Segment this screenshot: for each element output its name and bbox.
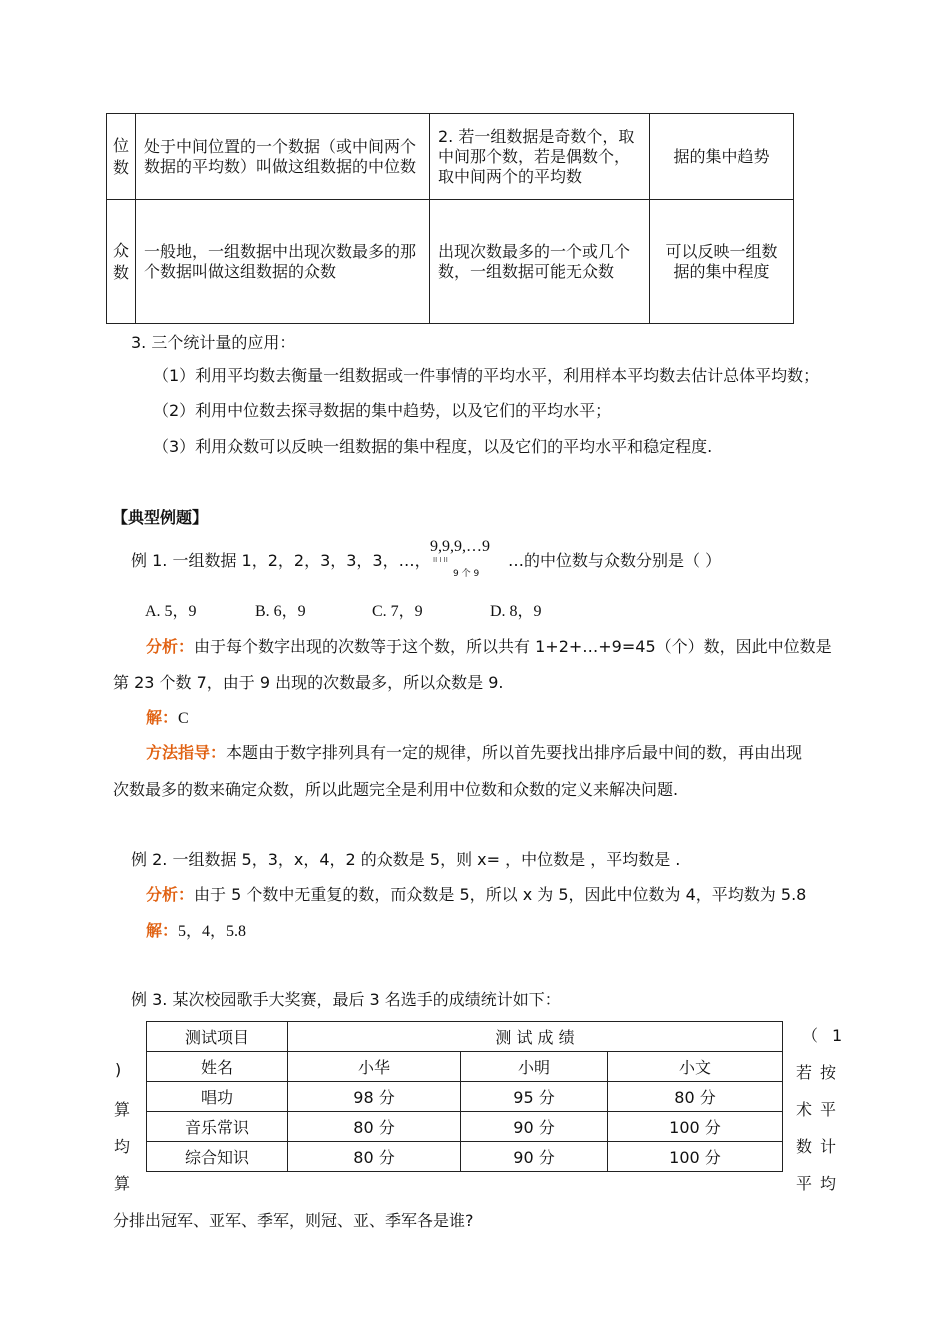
wrap-left-3: 均 — [114, 1137, 131, 1156]
score-cell: 80 分 — [288, 1112, 461, 1142]
term-cell: 众数 — [107, 200, 136, 324]
score-cell: 95 分 — [461, 1082, 608, 1112]
option-c: C. 7，9 — [372, 603, 423, 620]
brace-glyphs: ⅠⅠ Ⅰ ⅠⅠ — [433, 556, 448, 564]
wrap-left-2: 算 — [114, 1100, 131, 1119]
header-item: 测试项目 — [147, 1022, 288, 1052]
analysis-text: 由于 5 个数中无重复的数，而众数是 5，所以 x 为 5，因此中位数为 4，平均数为 5.8 — [194, 885, 807, 904]
applications-heading: 3. 三个统计量的应用： — [131, 333, 296, 352]
header-scores: 测 试 成 绩 — [288, 1022, 783, 1052]
answer-label: 解： — [146, 921, 179, 940]
score-cell: 90 分 — [461, 1112, 608, 1142]
table-row — [147, 1112, 783, 1142]
application-item: （2）利用中位数去探寻数据的集中趋势，以及它们的平均水平； — [153, 401, 612, 420]
method-cell: 2. 若一组数据是奇数个，取中间那个数，若是偶数个，取中间两个的平均数 — [430, 114, 650, 200]
score-table — [146, 1021, 783, 1172]
example3-question: 例 3. 某次校园歌手大奖赛，最后 3 名选手的成绩统计如下： — [131, 990, 561, 1009]
option-d: D. 8，9 — [490, 603, 542, 620]
table-row — [147, 1142, 783, 1172]
brace-count: 9 个 9 — [453, 569, 480, 579]
wrap-right-5: 平均 — [796, 1174, 845, 1193]
score-cell: 80 分 — [288, 1142, 461, 1172]
wrap-right-2: 若按 — [796, 1063, 845, 1082]
application-item: （1）利用平均数去衡量一组数据或一件事情的平均水平，利用样本平均数去估计总体平均数； — [153, 366, 820, 385]
brace-top: 9,9,9,…9 — [430, 538, 490, 555]
test-item: 音乐常识 — [147, 1112, 288, 1142]
option-b: B. 6，9 — [255, 603, 306, 620]
table-row — [107, 200, 794, 324]
method-text: 次数最多的数来确定众数，所以此题完全是利用中位数和众数的定义来解决问题. — [113, 780, 679, 799]
table-row — [107, 114, 794, 200]
test-item: 综合知识 — [147, 1142, 288, 1172]
term-cell: 位数 — [107, 114, 136, 200]
analysis-label: 分析： — [146, 885, 195, 904]
contestant-name: 小文 — [608, 1052, 783, 1082]
table-row — [147, 1052, 783, 1082]
score-cell: 80 分 — [608, 1082, 783, 1112]
score-cell: 100 分 — [608, 1112, 783, 1142]
wrap-right-1: （1 — [802, 1026, 857, 1045]
contestant-name: 小明 — [461, 1052, 608, 1082]
score-cell: 90 分 — [461, 1142, 608, 1172]
example1-suffix: …的中位数与众数分别是（ ） — [508, 551, 722, 570]
method-cell: 出现次数最多的一个或几个数，一组数据可能无众数 — [430, 200, 650, 324]
definition-cell: 一般地，一组数据中出现次数最多的那个数据叫做这组数据的众数 — [136, 200, 430, 324]
definition-cell: 处于中间位置的一个数据（或中间两个数据的平均数）叫做这组数据的中位数 — [136, 114, 430, 200]
section-title: 【典型例题】 — [112, 508, 209, 527]
test-item: 唱功 — [147, 1082, 288, 1112]
role-cell: 据的集中趋势 — [650, 114, 794, 200]
answer-label: 解： — [146, 708, 179, 727]
example3-final-line: 分排出冠军、亚军、季军，则冠、亚、季军各是谁? — [113, 1211, 474, 1230]
analysis-text: 由于每个数字出现的次数等于这个数，所以共有 1+2+…+9=45（个）数，因此中位数是 — [194, 637, 832, 656]
contestant-name: 小华 — [288, 1052, 461, 1082]
wrap-right-4: 数计 — [796, 1137, 845, 1156]
analysis-text: 第 23 个数 7，由于 9 出现的次数最多，所以众数是 9. — [113, 673, 504, 692]
definition-table — [106, 113, 794, 324]
table-row — [147, 1022, 783, 1052]
role-cell: 可以反映一组数据的集中程度 — [650, 200, 794, 324]
application-item: （3）利用众数可以反映一组数据的集中程度，以及它们的平均水平和稳定程度. — [153, 437, 713, 456]
wrap-left-1: ) — [115, 1060, 122, 1079]
method-label: 方法指导： — [146, 743, 227, 762]
name-label: 姓名 — [147, 1052, 288, 1082]
analysis-label: 分析： — [146, 637, 195, 656]
wrap-right-3: 术平 — [796, 1100, 845, 1119]
option-a: A. 5，9 — [145, 603, 197, 620]
score-cell: 98 分 — [288, 1082, 461, 1112]
wrap-left-4: 算 — [114, 1174, 131, 1193]
method-text: 本题由于数字排列具有一定的规律，所以首先要找出排序后最中间的数，再由出现 — [226, 743, 803, 762]
score-cell: 100 分 — [608, 1142, 783, 1172]
example1-prefix: 例 1. 一组数据 1，2，2，3，3，3，…， — [131, 551, 431, 570]
answer-text: C — [178, 710, 189, 727]
answer-text: 5，4，5.8 — [178, 923, 247, 940]
table-row — [147, 1082, 783, 1112]
example2-question: 例 2. 一组数据 5，3，x，4，2 的众数是 5，则 x= ，中位数是 ，平均数是 . — [131, 850, 681, 869]
